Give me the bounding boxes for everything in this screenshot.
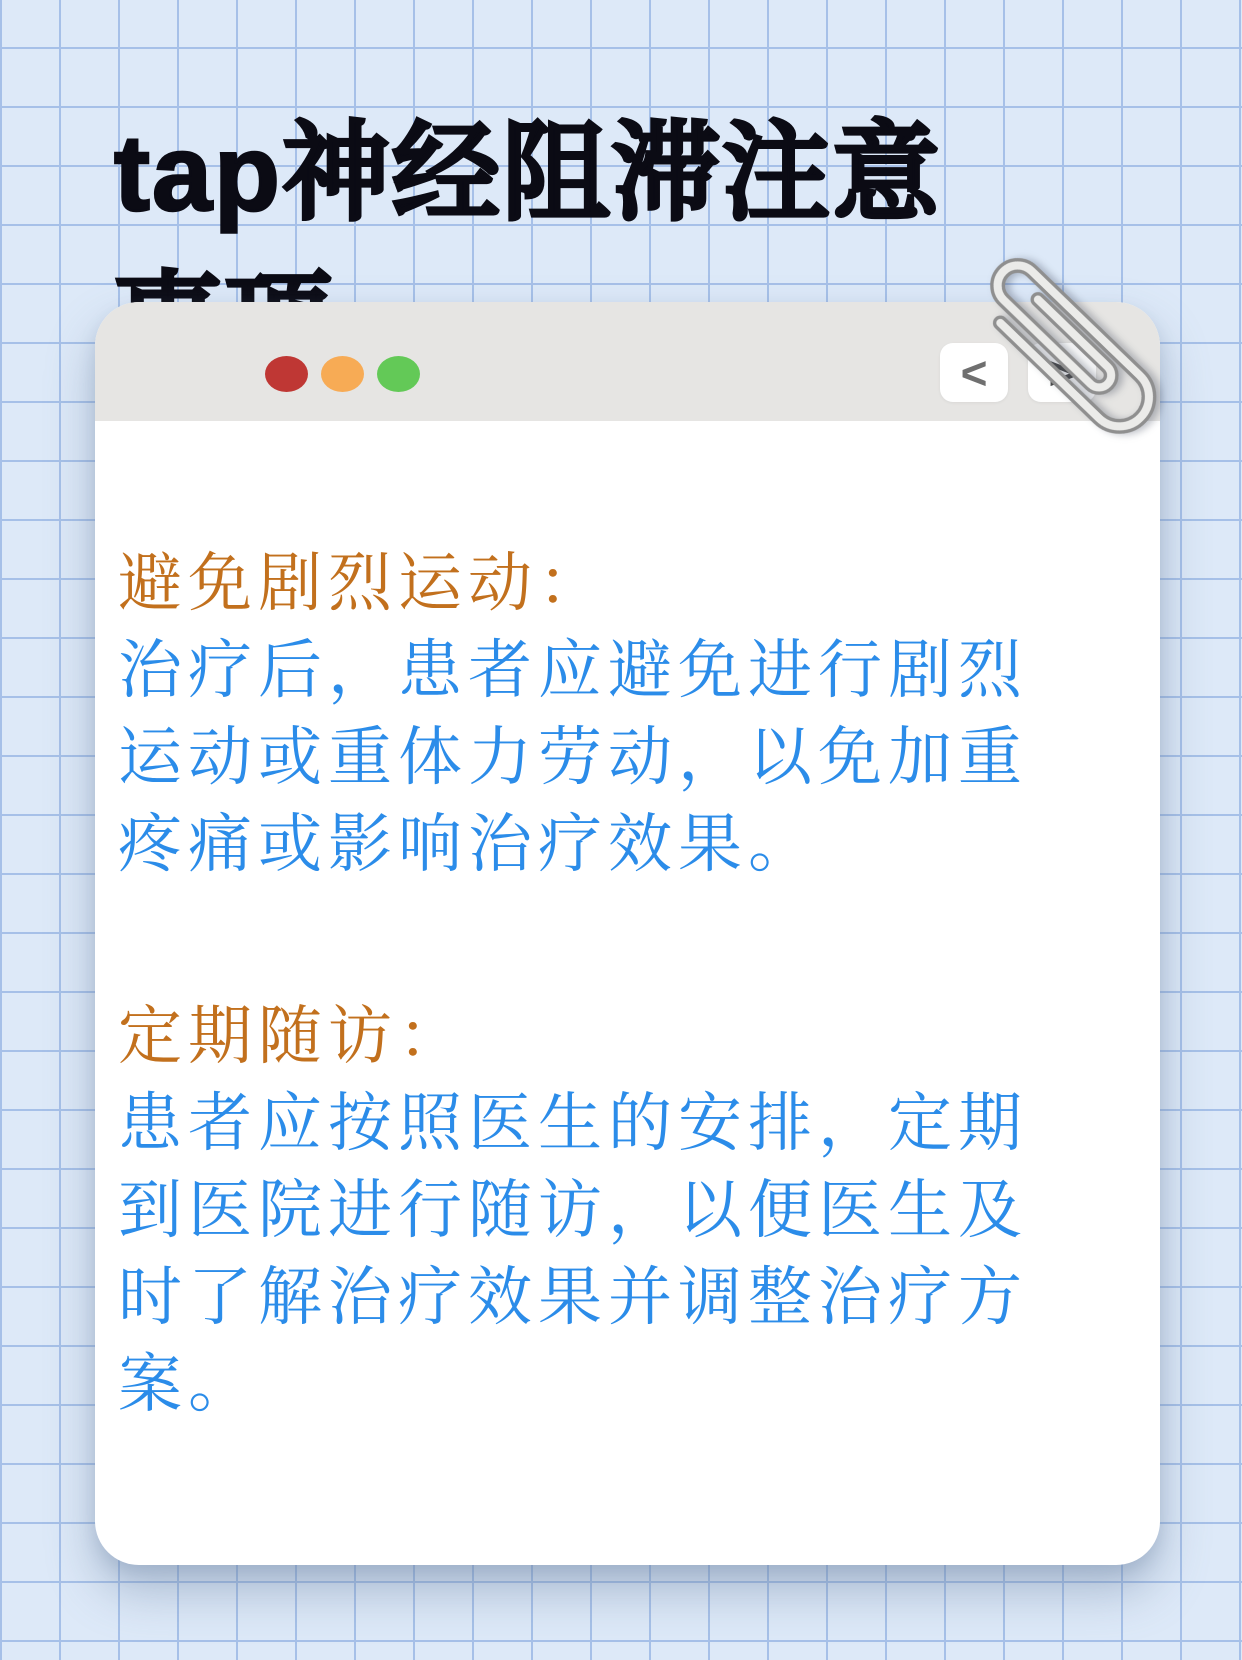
traffic-light-close-button[interactable] bbox=[265, 356, 308, 392]
section-body-line: 患者应按照医生的安排，定期 bbox=[118, 1087, 1028, 1161]
chevron-left-icon: < bbox=[960, 346, 988, 399]
section-body-line: 运动或重体力劳动，以免加重 bbox=[118, 721, 1028, 795]
section-body-line: 时了解治疗效果并调整治疗方 bbox=[118, 1261, 1028, 1335]
section-avoid-strenuous-exercise bbox=[118, 541, 1048, 889]
section-body-line: 治疗后，患者应避免进行剧烈 bbox=[118, 634, 1028, 708]
section-body-line: 案。 bbox=[118, 1348, 258, 1422]
section-body-line: 疼痛或影响治疗效果。 bbox=[118, 808, 818, 882]
section-heading: 定期随访： bbox=[118, 1000, 468, 1074]
card-content bbox=[118, 541, 1048, 1534]
section-regular-followup bbox=[118, 994, 1048, 1429]
traffic-light-minimize-button[interactable] bbox=[321, 356, 364, 392]
page-title-line-1: tap神经阻滞注意 bbox=[114, 112, 943, 234]
browser-card bbox=[95, 302, 1160, 1565]
traffic-light-zoom-button[interactable] bbox=[377, 356, 420, 392]
section-body-line: 到医院进行随访，以便医生及 bbox=[118, 1174, 1028, 1248]
section-heading: 避免剧烈运动： bbox=[118, 547, 608, 621]
chevron-right-icon: > bbox=[1048, 346, 1076, 399]
